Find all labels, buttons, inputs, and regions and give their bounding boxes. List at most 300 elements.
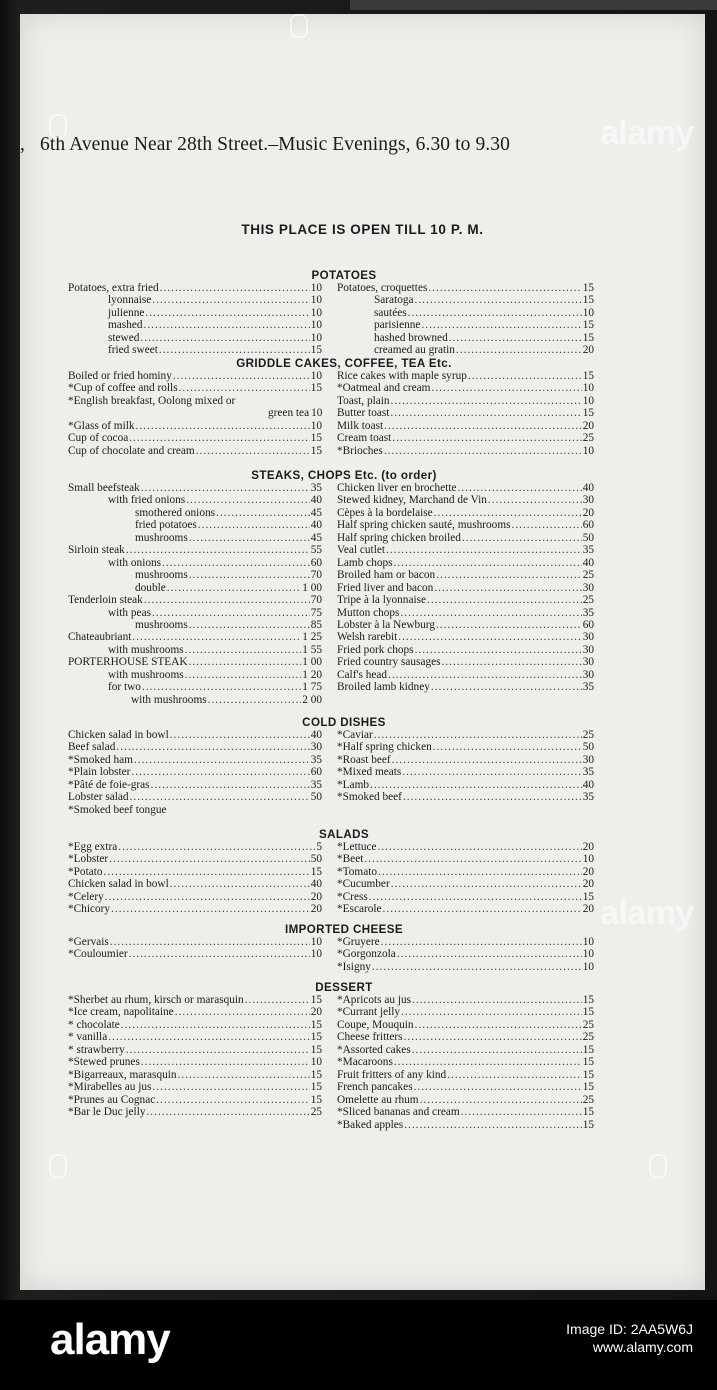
dot-leader (370, 779, 582, 792)
item-name: * chocolate (68, 1018, 120, 1031)
item-price: 10 (310, 419, 322, 432)
dot-leader (391, 878, 582, 891)
item-name: *Brioches (337, 444, 383, 457)
stock-site: www.alamy.com (592, 1339, 693, 1355)
item-name: *Macaroons (337, 1056, 393, 1069)
item-price: 40 (582, 778, 594, 791)
dot-leader (198, 519, 310, 532)
item-name: with fried onions (108, 494, 186, 507)
item-price: 20 (582, 841, 594, 853)
menu-item (337, 594, 594, 607)
watermark: alamy (600, 894, 694, 932)
item-name: *Currant jelly (337, 1006, 401, 1019)
item-price: 15 (582, 331, 594, 344)
item-name: Fruit fritters of any kind (337, 1068, 447, 1081)
dot-leader (383, 903, 582, 916)
item-name: Milk toast (337, 419, 384, 432)
item-price: 15 (582, 1043, 594, 1056)
menu-item (68, 1031, 322, 1044)
item-price: 15 (310, 865, 322, 878)
menu-item (68, 432, 322, 445)
item-price: 60 (310, 556, 322, 569)
menu-item (68, 1094, 322, 1107)
dot-leader (404, 1119, 582, 1132)
section-heading-griddle: GRIDDLE CAKES, COFFEE, TEA Etc. (236, 357, 452, 370)
menu-item (68, 307, 322, 320)
menu-item (68, 382, 322, 395)
dot-leader (152, 1081, 309, 1094)
item-name: fried potatoes (135, 519, 197, 532)
dot-leader (189, 569, 310, 582)
menu-item (68, 694, 322, 707)
item-name: Sirloin steak (68, 544, 125, 557)
item-name: hashed browned (374, 331, 448, 344)
dot-leader (134, 754, 310, 767)
menu-item (68, 841, 322, 854)
menu-item (68, 878, 322, 891)
item-price: 10 (582, 306, 594, 319)
dot-leader (170, 729, 310, 742)
item-name: Small beefsteak (68, 482, 140, 494)
item-name: for two (108, 681, 141, 694)
item-name: parisienne (374, 319, 421, 332)
item-price: 20 (582, 903, 594, 916)
item-price: 20 (582, 344, 594, 357)
menu-item (337, 644, 594, 657)
item-price: 15 (310, 1043, 322, 1056)
item-name: Fried country sausages (337, 656, 441, 669)
item-price: 35 (310, 753, 322, 766)
item-price: 40 (310, 878, 322, 891)
menu-item (68, 1006, 322, 1019)
menu-item (68, 544, 322, 557)
item-price: 30 (582, 753, 594, 766)
item-name: with mushrooms (108, 668, 184, 681)
menu-item (68, 532, 322, 545)
dot-leader (378, 841, 582, 854)
item-price: 35 (582, 791, 594, 804)
item-price: 40 (582, 482, 594, 494)
item-price: 85 (310, 618, 322, 631)
dot-leader (173, 370, 310, 383)
menu-item (68, 594, 322, 607)
menu-item (337, 370, 594, 383)
item-name: *Glass of milk (68, 419, 135, 432)
item-price: 15 (310, 1093, 322, 1106)
dot-leader (398, 631, 581, 644)
dot-leader (415, 294, 582, 307)
menu-item (337, 754, 594, 767)
menu-item (337, 482, 594, 495)
dot-leader (401, 1006, 582, 1019)
item-name: *Gruyere (337, 936, 380, 948)
item-name: *Roast beef (337, 753, 391, 766)
menu-item (68, 681, 322, 694)
dot-leader (427, 594, 582, 607)
dot-leader (415, 1019, 582, 1032)
menu-item (68, 482, 322, 495)
dot-leader (394, 557, 582, 570)
item-name: creamed au gratin (374, 344, 455, 357)
item-price: 35 (582, 681, 594, 694)
dot-leader (364, 853, 581, 866)
item-name: Cup of cocoa (68, 432, 129, 445)
item-price: 10 (311, 407, 323, 420)
item-price: 1 00 (302, 656, 322, 669)
item-price: 35 (310, 778, 322, 791)
dot-leader (412, 994, 582, 1007)
dot-leader (110, 936, 310, 949)
item-price: 50 (310, 791, 322, 804)
item-price: 25 (582, 729, 594, 741)
item-price: 15 (582, 1118, 594, 1131)
menu-item (337, 332, 594, 345)
item-name: *Apricots au jus (337, 994, 412, 1006)
item-name: Coupe, Mouquin (337, 1018, 414, 1031)
menu-item (337, 507, 594, 520)
item-name: *Assorted cakes (337, 1043, 411, 1056)
item-price: 10 (310, 331, 322, 344)
item-price: 15 (310, 1018, 322, 1031)
dot-leader (404, 1031, 582, 1044)
item-name: *Lamb (337, 778, 369, 791)
menu-item (337, 891, 594, 904)
item-name: *Prunes au Cognac (68, 1093, 156, 1106)
item-price: 1 00 (302, 581, 322, 594)
dot-leader (431, 681, 582, 694)
dot-leader (461, 1106, 582, 1119)
menu-item (68, 891, 322, 904)
item-name: Rice cakes with maple syrup (337, 370, 467, 382)
menu-item (337, 420, 594, 433)
menu-item (337, 344, 594, 357)
item-price: 40 (310, 729, 322, 741)
dot-leader (167, 582, 301, 595)
item-price: 15 (310, 432, 322, 445)
menu-item (337, 994, 594, 1007)
item-price: 15 (310, 344, 322, 357)
item-price: 25 (582, 432, 594, 445)
menu-item (68, 754, 322, 767)
item-name: Stewed kidney, Marchand de Vin (337, 494, 487, 507)
dot-leader (388, 669, 582, 682)
item-name: *Escarole (337, 903, 382, 916)
dot-leader (146, 1106, 309, 1119)
watermark-mark (49, 114, 67, 138)
menu-item (337, 282, 594, 295)
item-name: Potatoes, extra fried (68, 282, 159, 294)
item-name: Butter toast (337, 407, 390, 420)
menu-item (337, 532, 594, 545)
item-name: mashed (108, 319, 143, 332)
menu-item (337, 729, 594, 742)
section-heading-steaks: STEAKS, CHOPS Etc. (to order) (251, 469, 437, 482)
header-prefix: , (20, 134, 25, 155)
dot-leader (140, 332, 309, 345)
item-price: 25 (310, 1106, 322, 1119)
dot-leader (142, 681, 301, 694)
item-price: 35 (582, 544, 594, 557)
item-name: Chicken salad in bowl (68, 729, 169, 741)
item-price: 25 (582, 1093, 594, 1106)
item-name: Cèpes à la bordelaise (337, 506, 433, 519)
dot-leader (162, 557, 310, 570)
dot-leader (433, 741, 582, 754)
dot-leader (160, 282, 310, 295)
dot-leader (431, 382, 581, 395)
dot-leader (391, 395, 582, 408)
item-name: *Cress (337, 890, 368, 903)
item-name: with mushrooms (108, 643, 184, 656)
menu-item (68, 936, 322, 949)
menu-item (337, 1094, 594, 1107)
item-price: 30 (582, 631, 594, 644)
item-name: Beef salad (68, 741, 116, 754)
item-name: Lobster salad (68, 791, 129, 804)
item-price: 35 (582, 606, 594, 619)
item-name: Toast, plain (337, 394, 390, 407)
dot-leader (394, 1056, 582, 1069)
dot-leader (126, 544, 310, 557)
item-price: 30 (582, 668, 594, 681)
dot-leader (109, 853, 310, 866)
item-name: Lobster à la Newburg (337, 618, 435, 631)
item-name: Fried liver and bacon (337, 581, 434, 594)
item-price: 60 (310, 766, 322, 779)
menu-item (68, 866, 322, 879)
item-name: *Smoked ham (68, 753, 133, 766)
item-price: 10 (582, 382, 594, 395)
item-name: Broiled lamb kidney (337, 681, 430, 694)
dot-leader (186, 494, 310, 507)
item-price: 10 (582, 936, 594, 948)
item-price: 25 (582, 594, 594, 607)
menu-item (68, 1056, 322, 1069)
section-heading-cheese: IMPORTED CHEESE (284, 923, 404, 936)
dot-leader (126, 1044, 310, 1057)
menu-item (68, 582, 322, 595)
item-price: 15 (582, 294, 594, 307)
menu-item (337, 494, 594, 507)
section-heading-potatoes: POTATOES (311, 269, 377, 282)
item-name: *Egg extra (68, 841, 118, 853)
dot-leader (196, 445, 310, 458)
menu-item (68, 948, 322, 961)
item-price: 20 (582, 865, 594, 878)
item-price: 15 (310, 1081, 322, 1094)
item-price: 55 (310, 544, 322, 557)
menu-item (337, 878, 594, 891)
menu-item (337, 319, 594, 332)
item-price: 1 75 (302, 681, 322, 694)
item-name: Chicken liver en brochette (337, 482, 457, 494)
menu-item (68, 1106, 322, 1119)
dot-leader (442, 656, 582, 669)
menu-item (337, 582, 594, 595)
menu-item (68, 644, 322, 657)
menu-item (68, 656, 322, 669)
menu-item (337, 1081, 594, 1094)
item-price: 45 (310, 531, 322, 544)
dot-leader (136, 420, 310, 433)
menu-item (68, 557, 322, 570)
menu-item (337, 791, 594, 804)
dot-leader (151, 779, 310, 792)
dot-leader (462, 532, 582, 545)
item-name: *Caviar (337, 729, 373, 741)
item-price: 20 (310, 890, 322, 903)
menu-item (68, 1019, 322, 1032)
item-name: green tea (268, 407, 310, 420)
item-price: 60 (582, 519, 594, 532)
item-name: Omelette au rhum (337, 1093, 419, 1106)
menu-item (68, 395, 322, 408)
dot-leader (118, 841, 315, 854)
dot-leader (131, 766, 309, 779)
menu-item (337, 961, 594, 974)
item-price: 40 (582, 556, 594, 569)
menu-item (68, 332, 322, 345)
item-name: double (135, 581, 166, 594)
dot-leader (208, 694, 302, 707)
menu-item (68, 779, 322, 792)
dot-leader (130, 791, 310, 804)
item-name: Tripe à la lyonnaise (337, 594, 427, 607)
menu-item (337, 669, 594, 682)
item-name: *Couloumier (68, 948, 128, 961)
item-price: 15 (582, 370, 594, 382)
dot-leader (144, 319, 310, 332)
item-name: *Smoked beef (337, 791, 402, 804)
item-price: 45 (310, 506, 322, 519)
header-text: 6th Avenue Near 28th Street.–Music Evenings, 6.30 to 9.30 (39, 134, 510, 155)
stock-info (566, 1320, 693, 1356)
item-price: 20 (582, 878, 594, 891)
item-price: 10 (582, 853, 594, 866)
menu-item (68, 445, 322, 458)
item-name: Potatoes, croquettes (337, 282, 428, 294)
item-price: 10 (310, 306, 322, 319)
item-name: Chicken salad in bowl (68, 878, 169, 891)
item-price: 50 (582, 531, 594, 544)
item-name: Cream toast (337, 432, 392, 445)
item-name: lyonnaise (108, 294, 152, 307)
item-name: *Potato (68, 865, 103, 878)
dot-leader (390, 407, 581, 420)
item-price: 15 (582, 1081, 594, 1094)
dot-leader (372, 961, 582, 974)
item-price: 70 (310, 594, 322, 607)
item-name: mushrooms (135, 569, 188, 582)
menu-item (337, 382, 594, 395)
section-heading-dessert: DESSERT (315, 981, 373, 994)
menu-item (337, 853, 594, 866)
menu-item (68, 370, 322, 383)
item-price: 30 (582, 656, 594, 669)
item-name: *Oatmeal and cream (337, 382, 431, 395)
item-price: 15 (582, 890, 594, 903)
menu-item (337, 1069, 594, 1082)
menu-item (337, 307, 594, 320)
item-price: 20 (310, 903, 322, 916)
section-heading-cold: COLD DISHES (302, 716, 386, 729)
dot-leader (245, 994, 310, 1007)
item-price: 15 (582, 1068, 594, 1081)
menu-item (337, 681, 594, 694)
menu-item (337, 779, 594, 792)
dot-leader (386, 544, 582, 557)
dot-leader (512, 519, 582, 532)
item-name: Cup of chocolate and cream (68, 444, 195, 457)
item-name: *Smoked beef tongue (68, 803, 167, 816)
dot-leader (179, 382, 310, 395)
menu-item (337, 407, 594, 420)
menu-item (68, 282, 322, 295)
item-price: 10 (310, 936, 322, 948)
dot-leader (408, 307, 582, 320)
dot-leader (141, 482, 310, 495)
menu-item (68, 344, 322, 357)
item-name: Broiled ham or bacon (337, 569, 436, 582)
menu-item (337, 936, 594, 949)
item-name: *Mirabelles au jus (68, 1081, 152, 1094)
item-name: *Baked apples (337, 1118, 404, 1131)
dot-leader (447, 1069, 582, 1082)
item-price: 2 00 (302, 693, 322, 706)
item-price: 10 (310, 282, 322, 294)
dot-leader (378, 866, 582, 879)
menu-item (337, 866, 594, 879)
item-name: Lamb chops (337, 556, 393, 569)
item-name: *Sliced bananas and cream (337, 1106, 460, 1119)
item-name: Fried pork chops (337, 643, 414, 656)
item-name: smothered onions (135, 506, 216, 519)
dot-leader (402, 766, 581, 779)
menu-item (337, 432, 594, 445)
dot-leader (185, 644, 302, 657)
item-name: *Ice cream, napolitaine (68, 1006, 174, 1019)
item-name: *Sherbet au rhum, kirsch or marasquin (68, 994, 244, 1006)
watermark-mark (290, 14, 308, 38)
item-name: *Bigarreaux, marasquin (68, 1068, 177, 1081)
menu-item (68, 607, 322, 620)
menu-item (337, 1056, 594, 1069)
item-price: 1 25 (302, 631, 322, 644)
item-price: 70 (310, 569, 322, 582)
menu-item (68, 507, 322, 520)
item-price: 75 (310, 606, 322, 619)
item-price: 15 (582, 407, 594, 420)
menu-header (20, 134, 600, 156)
menu-item (337, 519, 594, 532)
dot-leader (152, 607, 310, 620)
menu-item (337, 557, 594, 570)
menu-item (337, 1031, 594, 1044)
item-price: 50 (310, 853, 322, 866)
item-name: *Plain lobster (68, 766, 131, 779)
item-price: 40 (310, 519, 322, 532)
menu-item (337, 1044, 594, 1057)
book-edge (350, 0, 717, 10)
menu-item (68, 631, 322, 644)
item-name: *Gorgonzola (337, 948, 396, 961)
item-name: Veal cutlet (337, 544, 385, 557)
item-price: 40 (310, 494, 322, 507)
dot-leader (132, 631, 301, 644)
dot-leader (412, 1044, 582, 1057)
item-name: *Tomato (337, 865, 377, 878)
menu-item (337, 656, 594, 669)
